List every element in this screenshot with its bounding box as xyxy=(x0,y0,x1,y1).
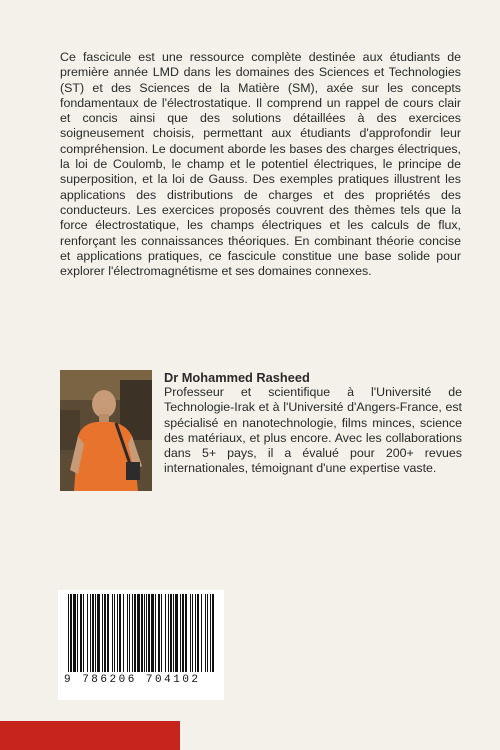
book-description: Ce fascicule est une ressource complète destinée aux étudiants de première année LMD dans les domaines des Sciences et Technologies (ST) et des Sciences de la Matière (SM), axée sur les concepts fondamentaux de l'électrostatique. Il comprend un rappel de cours clair et concis ainsi que des solutions détaillées à des exercices soigneusement choisis, permettant aux étudiants d'approfondir leur compréhension. Le document aborde les bases des charges électriques, la loi de Coulomb, le champ et le potentiel électriques, le principe de superposition, et la loi de Gauss. Des exemples pratiques illustrent les applications des distributions de charges et des propriétés des conducteurs. Les exercices proposés couvrent des thèmes tels que la force électrostatique, les champs électriques et les calculs de flux, renforçant les connaissances théoriques. En combinant théorie concise et applications pratiques, ce fascicule constitue une base solide pour explorer l'électromagnétisme et ses domaines connexes. xyxy=(60,50,461,279)
author-bio: Professeur et scientifique à l'Université de Technologie-Irak et à l'Université d'Angers-France, est spécialisé en nanotechnologie, films minces, science des matériaux, et plus encore. Avec les collaborations dans 5+ pays, il a évalué pour 200+ revues internationales, témoignant d'une expertise vaste. xyxy=(164,385,462,476)
isbn-number: 9 786206 704102 xyxy=(64,674,201,686)
author-portrait-image xyxy=(60,370,152,491)
author-photo xyxy=(60,370,152,491)
barcode-bars xyxy=(64,594,218,674)
isbn-barcode xyxy=(58,590,224,700)
publisher-accent-bar xyxy=(0,721,180,750)
author-name: Dr Mohammed Rasheed xyxy=(164,370,310,385)
